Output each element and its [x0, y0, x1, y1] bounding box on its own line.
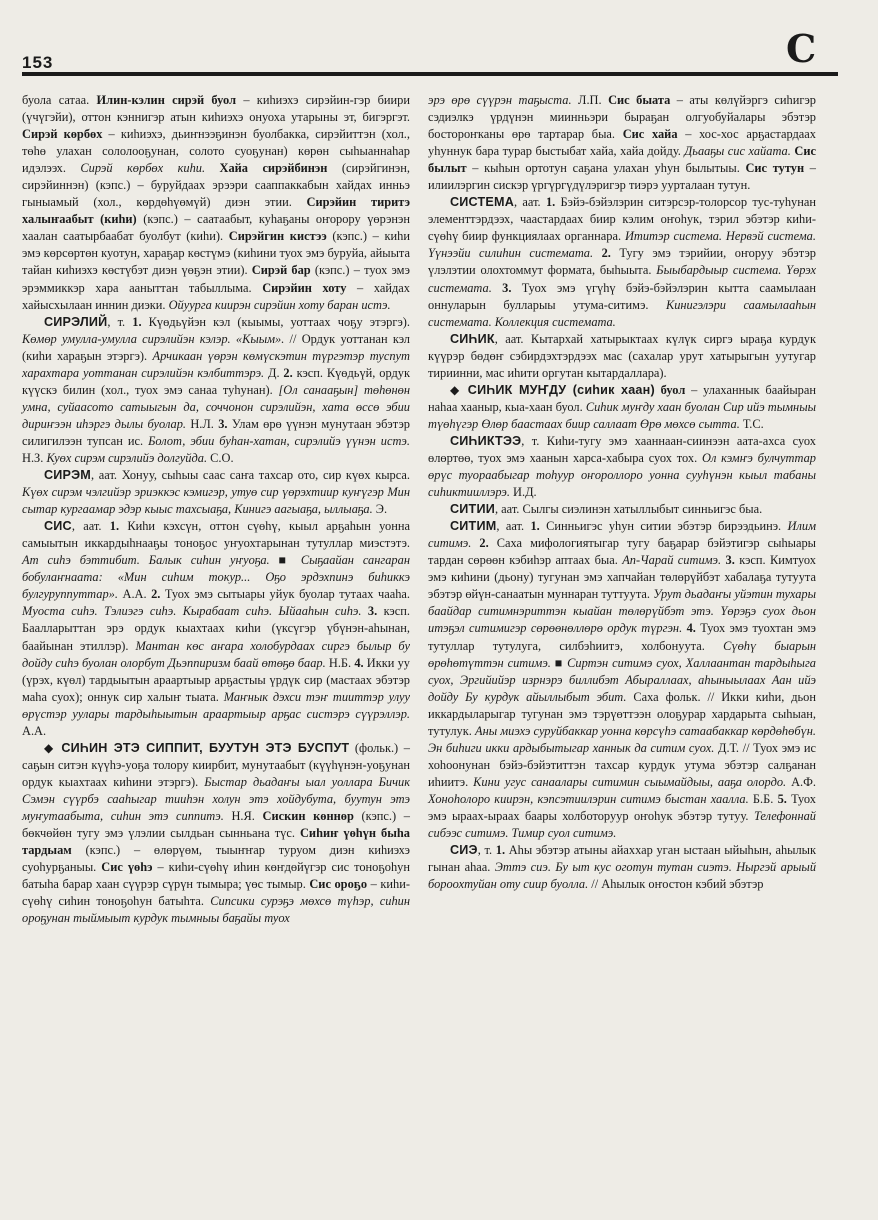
idiom-diamond-icon: ◆: [450, 382, 462, 397]
entry-text: кэсп. Күөдьүй, ордук күүскэ билин (хол., туох эмэ санаа туһунан).: [22, 365, 410, 397]
phrase-bold: 1.: [545, 195, 556, 210]
entry-text: Д.Т. // Туох эмэ ис хоһоонунан бэйэ-бэйэтиттэн тахсар курдук утума эбэтэр салҕанан иһиитэ.: [428, 740, 817, 789]
example-italic: [Ол санааҕын] төһөнөн умна, суйаасото сатыыгын да, соччонон сирэлийэн, хата өссө эбии дириҥээн иһэргэ дылы буолар.: [22, 382, 410, 431]
entry-text: , т. Киһи-тугу эмэ хааннаан-сиинээн аата-ахса суох өлөртөө, туох эмэ хаанын харса-хабыра суох тох.: [428, 433, 816, 465]
headword: СИЭ: [450, 843, 478, 858]
entry-text: Туох эмэ сытыары уйук буолар тутаах чааһа.: [160, 587, 410, 602]
example-italic: Илим ситимэ.: [428, 519, 816, 551]
example-italic: Арчикаан үөрэн көмүскэтин түргэтэр туспут харахтара уоттанан сирэлийэн кэлбиттэрэ.: [22, 348, 410, 380]
entry-text: , аат. Хонуу, сыһыы саас саҥа тахсар ото, сир күөх кырса.: [91, 468, 410, 483]
example-italic: Ап-Чарай ситимэ.: [622, 553, 722, 568]
headword: СИРЭМ: [44, 468, 91, 483]
entry-text: [593, 246, 602, 260]
dictionary-entry: [22, 314, 410, 467]
entry-text: , аат.: [496, 519, 531, 534]
entry-text: А.А.: [117, 587, 152, 602]
dictionary-entry: [428, 518, 816, 842]
phrase-bold: 1.: [530, 519, 540, 534]
headword: СИРЭЛИЙ: [44, 314, 108, 329]
headword: СИС: [44, 519, 72, 534]
entry-text: Н.Я.: [223, 808, 263, 823]
entry-text: Б.Б.: [748, 791, 778, 806]
example-italic: Күөх сирэм чэлгийэр эриэккэс кэмигэр, утуө сир үөрэхтиир куҥүгэр Мин сытар кургаамар эдэр кыыс тахсыаҕа, Кинигэ аагыаҕа, ыллыаҕа.: [22, 485, 410, 517]
example-italic: Сыҕаайан сангаран бобулаҥнаата: «Мин сиһим токур... Оҕо эрдэхпинэ биһиккэ булгуруппуттар».: [22, 553, 410, 602]
phrase-bold: ■: [278, 553, 292, 568]
example-italic: Кинигэлэри саамылааһын систематa. Коллекция систематa.: [428, 297, 817, 329]
phrase-bold: 3.: [218, 416, 228, 431]
entry-text: Н.Б.: [325, 655, 355, 670]
dictionary-entry: [22, 518, 410, 740]
headword: СИҺИК МУҤДУ (сиһик хаан): [467, 382, 655, 397]
entry-text: Саха мифологиятыгар тугу баҕарар бэйэтигэр сыһыары тардан сөрөөн кэбиһэр аптаах быа.: [428, 536, 816, 568]
headword: СИҺИК: [450, 331, 495, 346]
idiom-diamond-icon: ◆: [44, 740, 56, 755]
phrase-bold: Сискин көннөр: [262, 808, 354, 823]
entry-text: Синньигэс уһун ситии эбэтэр бирээдьинэ.: [539, 519, 788, 534]
dictionary-entry: [428, 501, 816, 518]
example-italic: Көмөр умулла-умулла сирэлийэн кэлэр. «Кыым».: [22, 331, 285, 346]
dictionary-entry: [428, 842, 816, 893]
entry-text: – киһи-сүөһү иһин көҥдөйүгэр сис тоноҕоһун батыһа барар хаан сүүрэр сүрүн тымыра; үөс тымыр.: [22, 860, 410, 892]
entry-text: (кэпс.) – өлөрүөм, тыыҥҥар туруом диэн киһиэхэ суоһурҕаныы.: [22, 843, 410, 875]
entry-text: Д.: [264, 365, 284, 380]
entry-text: Туох эмэ үгүһү бэйэ-бэйэлэрин кытта саамылаан оннуларын булларыы утума-ситимэ.: [428, 280, 816, 312]
entry-text: Тугу эмэ тэрийии, оҥоруу эбэтэр үлэлэтии олохтоммут формата, быһыыта.: [428, 246, 816, 278]
example-italic: Сиртэн ситимэ суох, Халлаантан тардыһыга суох, Эргийийэр изрнэрэ биллибэт Абыраллаах, аһыныылаах Аан ийэ дойду Бу курдук айыллыбыт эбит.: [428, 655, 816, 704]
entry-text: (кэпс.) – бөкчөйөн тугу эмэ үлэлии сылдьан сынньана түс.: [22, 808, 410, 841]
entry-text: Туох эмэ ыраах-ыраах баары холботоруур оҥоһук эбэтэр тутуу.: [428, 791, 816, 823]
entry-text: Бэйэ-бэйэлэрин ситэрсэр-толорсор тус-туһунан элементтэрдээх, чаастардаах биир кэлим оҥоһук, тэрил эбэтэр киһи-сүөһү биир функциялаах органнара.: [428, 195, 816, 244]
section-letter: С: [786, 26, 817, 71]
phrase-bold: 1.: [132, 314, 142, 329]
header-rule: [22, 72, 838, 76]
dictionary-entry: [428, 433, 816, 501]
entry-text: А.А.: [22, 723, 47, 738]
entry-text: А.Ф.: [786, 774, 817, 789]
example-italic: Болот, эбии буһан-хатан, сирэлийэ үүнэн истэ.: [148, 433, 410, 448]
entry-text: – хайдах хайысхылаан иннин диэки.: [22, 280, 410, 312]
example-italic: Сүөһү быарын өрөһөтүттэн ситимэ.: [428, 638, 816, 670]
phrase-bold: Сирэй көрбөх: [22, 127, 103, 142]
entry-text: кэсп. Кимтуох эмэ киһини (дьону) тугунан эмэ хапчайан төлөрүйбэт хабалаҕа тутуута эбэтэр өйүн-санаатын муннаран туттуута.: [428, 553, 816, 602]
entry-text: – илиилэргин сискэр үргүргүдүлэригэр тиэрэ уурталаан тутун.: [428, 161, 816, 193]
entry-text: Н.З.: [22, 450, 47, 465]
phrase-bold: 3.: [725, 553, 735, 568]
entry-text: , т.: [107, 314, 133, 329]
phrase-bold: 2.: [283, 365, 293, 380]
entry-text: – аты көлүйэргэ сиһигэр сэдиэлкэ үрдүнэн миинньэри быраҕан олгуобуйалары эбэтэр бостороҥканы өрө тартарар быа.: [428, 93, 816, 142]
headword: СИҺИН ЭТЭ СИППИТ, БУУТУН ЭТЭ БУСПУТ: [61, 740, 350, 755]
entry-text: [270, 553, 279, 567]
example-italic: Кини угус санаалары ситимин сыымайдыы, ааҕа олордо.: [473, 774, 787, 789]
entry-text: – киһиэхэ сирэйин-гэр биири (үчүгэйи), оттон кэннигэр атын киһиэхэ онуоха утарыны эт, бигэргэт.: [22, 93, 410, 125]
entry-text: (фольк.) – саҕын ситэн күүһэ-уоҕа толору киирбит, мунутаабыт (күүһүнэн-уоҕунан ордук кыахтаах киһини этэргэ).: [22, 740, 410, 789]
phrase-bold: Сирэй бар: [251, 263, 311, 278]
headword: СИСТЕМА: [450, 195, 515, 210]
example-italic: Мантан көс аҥара холобурдаах сиргэ былыр бу дойду сиһэ буолан олорбут Дьэппиризм баай өтөҕө баар.: [22, 638, 410, 670]
phrase-bold: 5.: [777, 791, 787, 806]
example-italic: Аны миэхэ суруйбаккар уонна көрсүһэ сатаабаккар көрдөһөбүн. Эн биһиги икки ардыбытыгар ханнык да ситим суох.: [428, 723, 816, 755]
entry-text: Аһы эбэтэр атыны айаххар уган ыстаан ыйыһын, аһылык гынан аһаа.: [428, 843, 816, 875]
entry-text: – киһи-сүөһү сиһин тоноҕоһун батыһта.: [22, 877, 410, 909]
example-italic: Сирэй көрбөх киһи.: [80, 161, 206, 176]
entry-text: // Аһылык оҥостон кэбий эбэтэр: [588, 877, 764, 892]
entry-text: Л.П.: [571, 93, 609, 107]
phrase-bold: Сис хайа: [622, 127, 678, 142]
entry-text: , аат. Сылгы сиэлинэн хатыллыбыт синньигэс быа.: [494, 502, 763, 517]
entry-text: [205, 161, 219, 175]
example-italic: Быыбардыыр система. Үөрэх системата.: [428, 263, 817, 295]
phrase-bold: 4.: [686, 621, 696, 636]
entry-text: И.Д.: [509, 485, 537, 500]
headword: СИТИИ: [450, 502, 495, 517]
example-italic: эрэ өрө сүүрэн таҕыста.: [428, 93, 572, 107]
entry-text: [492, 281, 502, 295]
entry-text: – улаханнык баайыран наһаа хааныр, кыа-хаан буол.: [428, 382, 816, 414]
dictionary-entry: [22, 467, 410, 518]
entry-text: , т.: [477, 843, 496, 858]
phrase-bold: Сис үөһэ: [101, 860, 153, 875]
page-number: 153: [22, 53, 54, 72]
example-italic: Эттэ сиэ. Бу ыт кус оготун тутан сиэтэ. Ныргэй арыый бороохтуйан оту сиир буолла.: [428, 860, 817, 892]
entry-text: , аат.: [514, 195, 546, 210]
example-italic: Ат сиһэ бэттибит. Балык сиһин уҥуоҕа.: [22, 553, 270, 568]
phrase-bold: Сис былыт: [428, 144, 816, 176]
entry-text: (кэпс.) – саатаабыт, куһаҕаны оҥорору үөрэнэн хаалан саатырбаабат буолбут (киһи).: [22, 212, 410, 244]
phrase-bold: 2.: [479, 536, 489, 551]
example-italic: Сиһик муҥду хаан буолан Сир ийэ тымныы түөһүгэр Өлөр баастаах биир саллаат Өрө мөхсө сытта.: [428, 399, 816, 431]
entry-text: Күөдьүйэн кэл (кыымы, уоттаах чоҕу этэргэ).: [141, 314, 410, 329]
entry-text: – кыһын ортотун саҕана улахан уһун былытыы.: [466, 161, 746, 176]
phrase-bold: 3.: [502, 280, 512, 295]
example-italic: Ититэр система. Нервэй система. Үүнээйи силиһин систематa.: [428, 229, 816, 261]
phrase-bold: 4.: [354, 655, 364, 670]
phrase-bold: 1.: [495, 843, 506, 858]
phrase-bold: 2.: [151, 587, 161, 602]
continued-entry: [428, 92, 816, 194]
entry-text: – киһиэхэ, дьиҥнээҕинэн буолбакка, сирэйиттэн (хол., төһө улахан сололооҕунан, солото суоҕунан) көрөн сыһыаннаһар идэлээх.: [22, 127, 410, 176]
dictionary-entry: [428, 382, 816, 433]
continued-entry: [22, 92, 410, 314]
entry-text: (сирэйгинэн, сирэйиннэн) (кэпс.) – буруйдаах эрээри сааппаккабын хайдах инньэ гыныамый (хол., көрдөһүөмүй) диэн этии.: [22, 161, 410, 210]
headword: СИҺИКТЭЭ: [450, 433, 522, 448]
left-column: [22, 92, 410, 927]
example-italic: Куөх сирэм сирэлийэ долгуйда.: [46, 450, 208, 465]
phrase-bold: Сис тутун: [745, 161, 805, 176]
entry-text: Т.С.: [739, 416, 764, 431]
entry-text: (кэпс.) – туох эмэ эрэммиккэр хара ааныттан табыллыма.: [22, 263, 410, 295]
phrase-bold: Сис ороҕо: [309, 877, 368, 892]
entry-text: буола сатаа.: [22, 93, 97, 107]
right-column: [428, 92, 816, 893]
phrase-bold: Сиһиҥ үөһүн быһа тардыам: [22, 826, 411, 858]
example-italic: Ойуурга киирэн сирэйин хоту баран истэ.: [168, 297, 391, 312]
phrase-bold: 3.: [367, 604, 378, 619]
entry-text: Киһи кэхсүн, оттон сүөһү, кыыл арҕаһын уонна самыытын иккардыһнааҕы тоноҕос уҥуохтарынан тутуллар миэстэтэ.: [22, 519, 410, 551]
example-italic: Маҥнык дэхси тэҥ тииттэр улуу өрүстэр уулары тардыһыытын араартыыр арҕас систэрэ сүүрэллэр.: [22, 689, 410, 721]
dictionary-entry: [428, 331, 816, 382]
entry-text: – хос-хос арҕастардаах уһуннук бара турар быстыбат хайа, хайа дойду.: [428, 127, 816, 159]
entry-text: Э.: [372, 502, 388, 517]
phrase-bold: 1.: [109, 519, 120, 534]
entry-text: Н.Л.: [185, 416, 219, 431]
dictionary-entry: [428, 194, 816, 330]
example-italic: Дьааҕы сис хайата.: [684, 144, 791, 159]
example-italic: Телефоннай сибээс ситимэ. Тимир суол ситимэ.: [428, 808, 816, 841]
example-italic: Быстар дьадаҥы ыал уоллара Бичик Сэмэн сүүрбэ сааһыгар тииһэн холун этэ хойдубута, буутун этэ муҥутаабыта, сиһин этэ сиппитэ.: [22, 774, 410, 823]
entry-text: [292, 553, 301, 567]
headword: СИТИМ: [450, 519, 497, 534]
phrase-bold: Илин-кэлин сирэй буол: [96, 93, 237, 107]
entry-text: С.О.: [207, 450, 234, 465]
entry-text: (кэпс.) – киһи эмэ көрсөртөн куотун, хараҕар көстүмэ (киһини туох эмэ буруйа, айыыта тайан киһиэхэ көстүбэт диэн үөҕэн этии).: [22, 229, 410, 278]
entry-text: , аат. Кытархай хатырыктаах күлүк сиргэ ыраҕа курдук күүрэр бөдөҥ сэбирдэхтэрдээх мас (сахалар урут хатырыгын уутугар тириинни, мас иһити оргутан кытардаллара).: [428, 331, 816, 380]
example-italic: Хоноһолоро киирэн, кэпсэтиилэрин ситимэ быстан хаалла.: [428, 791, 749, 806]
phrase-bold: Сирэйин хоту: [262, 280, 347, 295]
phrase-bold: ■: [554, 655, 564, 670]
phrase-bold: 2.: [601, 246, 611, 261]
phrase-bold: Хайа сирэйбинэн: [219, 161, 328, 176]
example-italic: Урут дьадаҥы уйэтин тухары баайдар ситимнэриттэн кыайан төлөрүйбэт этэ. Үөрэҕэ суох дьон итэҕэл ситимигэр сөрөөнөллөрө ордук түргэн.: [428, 587, 817, 636]
phrase-bold: Сирэйин тиритэ халыҥаабыт (киһи): [22, 195, 410, 227]
entry-text: Саха фольк. // Икки киһи, дьон иккардыларыгар тугунан эмэ тэрүөттээн олоҕурар хардарыта сыһыан, тутулук.: [428, 689, 816, 738]
entry-text: // Ордук уоттанан кэл (киһи хараҕын этэргэ).: [22, 331, 410, 363]
phrase-bold: буол: [660, 382, 686, 397]
dictionary-entry: [22, 740, 410, 928]
example-italic: Ол кэмҥэ булчуттар өрүс туораабыгар тоһуур оҥороллоро уонна сууһүнэн кыыл табаны сиһиктииллэрэ.: [428, 450, 816, 500]
example-italic: Муоста сиһэ. Тэлиэгэ сиһэ. Кырабаат сиһэ. Ыйааһын сиһэ.: [22, 604, 362, 619]
entry-text: Туох эмэ туохтан эмэ тутуллар тутулуга, силбэһиитэ, холбонуута.: [428, 621, 816, 653]
entry-text: , аат.: [71, 519, 110, 534]
entry-text: Улам өрө үүнэн мунутаан эбэтэр силигилээн тупсан ис.: [22, 416, 410, 448]
entry-text: кэсп. Баалларыттан эрэ ордук кыахтаах киһи (үксүгэр үбүнэн-аһынан, баайынан этиллэр).: [22, 604, 410, 653]
phrase-bold: Сис быата: [608, 93, 671, 107]
example-italic: Сипсики сурэҕэ мөхсө түһэр, сиһин ороҕунан тыймыыт курдук тымныы баҕайы туох: [22, 894, 411, 926]
phrase-bold: Сирэйгин кистээ: [228, 229, 327, 244]
entry-text: Икки уу (үрэх, күөл) тардыытын араартыыр арҕастыы үрдүк сир (мастаах эбэтэр маһа суох); оннук сир халыҥ тыата.: [22, 655, 410, 704]
